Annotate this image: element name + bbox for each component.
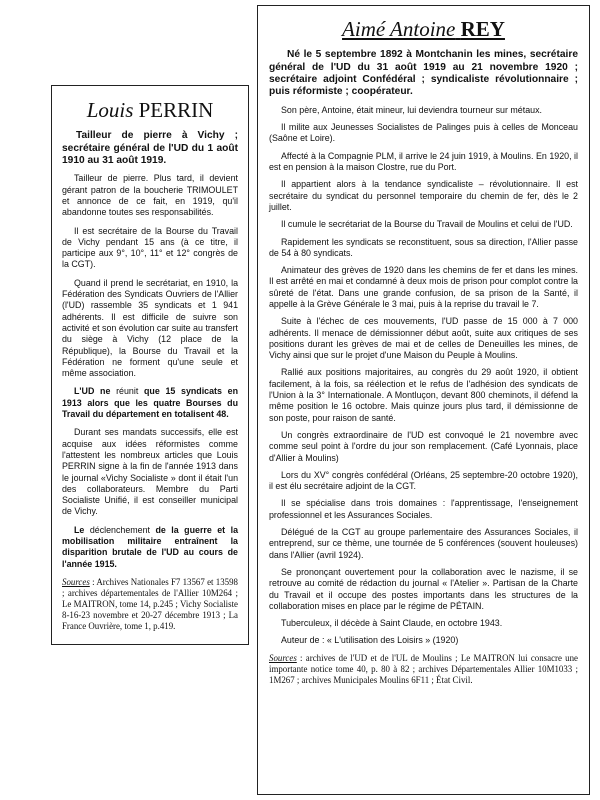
rey-paragraph: Rallié aux positions majoritaires, au congrès du 29 août 1920, il obtient facilement, à la fois, sa réélection et le refus de l'adhésion des syndicats de l'Union à la 3° Internationale. A Montluçon, devant 800 cheminots, il défend la même position le 16 octobre. Mais quinze jours plus tard, il démissionne de son poste, pour raison de santé. bbox=[269, 367, 578, 423]
rey-paragraph: Suite à l'échec de ces mouvements, l'UD passe de 15 000 à 7 000 adhérents. Il menace de démissionner début août, suite aux critiques de ses positions durant les grèves de mai et de celles de Deneuilles les mines, de Vichy ainsi que sur le projet d'une Maison du Peuple à Moulins. bbox=[269, 316, 578, 361]
aime-antoine-rey-box bbox=[257, 5, 590, 795]
rey-paragraph: Lors du XV° congrès confédéral (Orléans, 25 septembre-20 octobre 1920), il est élu secrétaire adjoint de la CGT. bbox=[269, 469, 578, 492]
perrin-sources bbox=[62, 577, 238, 633]
perrin-summary: Tailleur de pierre à Vichy ; secrétaire général de l'UD du 1 août 1910 au 31 août 1919. bbox=[62, 130, 238, 166]
perrin-paragraph: Quand il prend le secrétariat, en 1910, la Fédération des Syndicats Ouvriers de l'Allier (l'UD) rassemble 35 syndicats et 1 941 adhérents. Il est difficile de suivre son activité et son évolution car suite au transfert du siège à Vichy (12 place de la République), la Bourse du Travail et la Fédération ne forment qu'une seule et même association. bbox=[62, 277, 238, 379]
rey-paragraph: Affecté à la Compagnie PLM, il arrive le 24 juin 1919, à Moulins. En 1920, il est en pension à la maison Clostre, rue du Port. bbox=[269, 150, 578, 173]
rey-paragraph: Il se spécialise dans trois domaines : l'apprentissage, l'enseignement professionnel et les Assurances Sociales. bbox=[269, 498, 578, 520]
rey-summary: Né le 5 septembre 1892 à Montchanin les mines, secrétaire général de l'UD du 31 août 1919 au 21 novembre 1920 ; secrétaire adjoint Confédéral ; syndicaliste révolutionnaire ; puis réformiste ; coopérateur. bbox=[269, 49, 578, 98]
louis-perrin-box bbox=[51, 85, 249, 645]
rey-paragraph: Il appartient alors à la tendance syndicaliste – révolutionnaire. Il est secrétaire du syndicat du personnel temporaire du chemin de fer, dès le 2 juillet. bbox=[269, 179, 578, 212]
rey-paragraph: Tuberculeux, il décède à Saint Claude, en octobre 1943. bbox=[281, 618, 503, 629]
text-fragment: que 15 syndicats en 1913 alors que les quatre Bourses du Travail du département en totalisent 48. bbox=[62, 386, 238, 420]
louis-perrin-name bbox=[62, 99, 238, 122]
perrin-paragraph-bold bbox=[62, 386, 238, 420]
rey-paragraph: Rapidement les syndicats se reconstituent, sous sa direction, l'Allier passe de 54 à 80 syndicats. bbox=[269, 236, 578, 258]
rey-sources bbox=[269, 653, 578, 686]
given-name: Louis bbox=[86, 98, 134, 122]
rey-paragraph: Se prononçant ouvertement pour la collaboration avec le nazisme, il se retrouve au comité de rédaction du journal « l'Atelier ». Partisan de la Charte du Travail et il occupe des postes importants dans les structures de la collaboration mises en place par le régime de PÉTAIN. bbox=[269, 566, 578, 611]
perrin-paragraph-bold bbox=[62, 525, 238, 570]
perrin-paragraph: Durant ses mandats successifs, elle est acquise aux idées réformistes comme l'attestent les nombreux articles que Louis PERRIN signe à la fin de l'année 1913 dans le journal «Vichy Socialiste » dont il était l'un des collaborateurs. Membre du Parti Socialiste Unifié, il est conseiller municipal de Vichy. bbox=[62, 427, 238, 517]
rey-paragraph: Il cumule le secrétariat de la Bourse du Travail de Moulins et celui de l'UD. bbox=[281, 219, 573, 230]
sources-text: : archives de l'UD et de l'UL de Moulins ; Le MAITRON lui consacre une importante notice tome 40, p. 80 à 82 ; archives Départementales Allier 10M1033 ; 1M267 ; archives Municipales Moulins 6F11 ; État Civil. bbox=[269, 652, 578, 685]
rey-paragraph: Il milite aux Jeunesses Socialistes de Palinges puis à celles de Monceau (Saône et Loire). bbox=[269, 122, 578, 144]
perrin-paragraph: Il est secrétaire de la Bourse du Travail de Vichy pendant 15 ans (à ce titre, il participe aux 9°, 10°, 11° et 12° congrès de la CGT). bbox=[62, 225, 238, 270]
rey-paragraphs bbox=[269, 105, 578, 647]
rey-paragraph: Son père, Antoine, était mineur, lui deviendra tourneur sur métaux. bbox=[281, 104, 542, 115]
text-fragment: déclenchement bbox=[84, 524, 156, 535]
rey-paragraph: Un congrès extraordinaire de l'UD est convoqué le 21 novembre avec comme seul point à l'ordre du jour son remplacement. (Café Lyonnais, place d'Allier à Moulins) bbox=[269, 429, 578, 463]
given-name: Aimé Antoine bbox=[342, 17, 456, 41]
text-fragment: Le bbox=[74, 524, 85, 535]
surname: REY bbox=[460, 17, 505, 41]
sources-label: Sources bbox=[269, 652, 297, 663]
sources-label: Sources bbox=[62, 576, 90, 587]
text-fragment: de la guerre et la mobilisation militaire entraînent la disparition brutale de l'UD au cours de l'année 1915. bbox=[62, 524, 238, 569]
sources-text: : Archives Nationales F7 13567 et 13598 ; archives départementales de l'Allier 10M264 ; Le MAITRON, tome 14, p.245 ; Vichy Socialiste 8-16-23 novembre et 20-27 décembre 1913 ; La France Ouvrière, tome 1, p.419. bbox=[62, 576, 238, 632]
rey-paragraph: Délégué de la CGT au groupe parlementaire des Assurances Sociales, il entreprend, sur ce thème, une tournée de 5 conférences (souvent houleuses) dans l'Allier (avril 1924). bbox=[269, 527, 578, 560]
text-fragment: L'UD ne bbox=[74, 386, 111, 397]
surname: PERRIN bbox=[138, 98, 214, 122]
aime-antoine-rey-name bbox=[269, 18, 578, 41]
text-fragment: réunit bbox=[110, 386, 144, 397]
rey-paragraph: Auteur de : « L'utilisation des Loisirs » (1920) bbox=[281, 635, 459, 646]
perrin-paragraph: Tailleur de pierre. Plus tard, il devient gérant patron de la boucherie TRIMOULET et annonce de ce fait, en 1919, qu'il abandonne toutes ses responsabilités. bbox=[62, 173, 238, 218]
rey-paragraph: Animateur des grèves de 1920 dans les chemins de fer et dans les mines. Il est arrêté en mai et condamné à deux mois de prison pour complot contre la sûreté de l'état. Dans une grande confusion, de sa prison de la Santé, il appelle à la Grève Générale le 3 mai, puis à la reprise du travail le 7. bbox=[269, 265, 578, 309]
